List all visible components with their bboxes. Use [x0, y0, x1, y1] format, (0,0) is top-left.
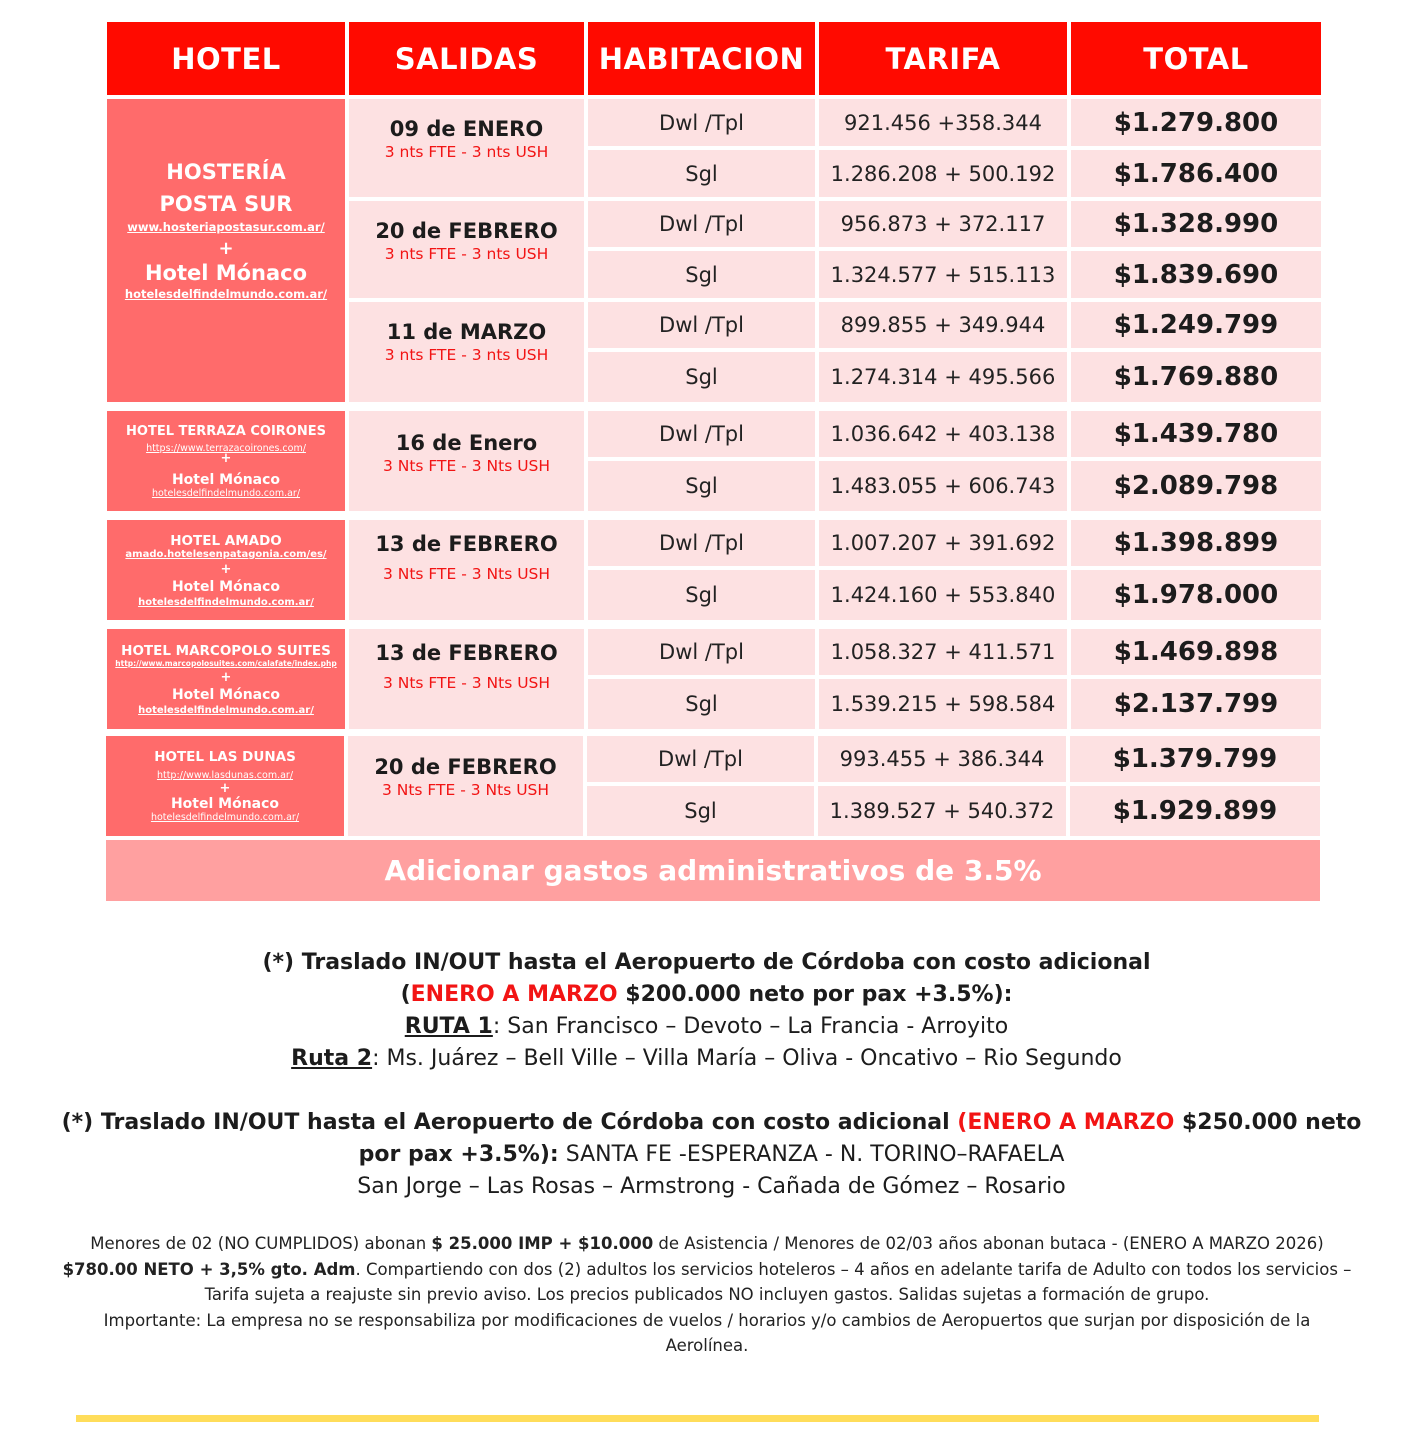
- transfer-price: $200.000 neto por pax +3.5%):: [617, 982, 1013, 1007]
- transfer-note-2: [60, 1107, 1363, 1203]
- room-type: Dwl /Tpl: [588, 629, 815, 675]
- rate: 1.274.314 + 495.566: [819, 352, 1067, 402]
- total-price: $2.137.799: [1071, 679, 1321, 729]
- rate: 1.007.207 + 391.692: [819, 520, 1067, 566]
- nights-detail: 3 nts FTE - 3 nts USH: [384, 346, 549, 364]
- season-label: ENERO A MARZO: [410, 982, 618, 1007]
- hotel-cell-terraza-coirones: [107, 411, 345, 511]
- plus-sign: +: [220, 450, 232, 466]
- text-segment: de Asistencia / Menores de 02/03 años abonan butaca - (ENERO A MARZO 2026): [653, 1234, 1324, 1253]
- rate: 1.324.577 + 515.113: [819, 251, 1067, 298]
- partner-hotel-link[interactable]: hotelesdelfindelmundo.com.ar/: [151, 487, 301, 499]
- admin-fee-banner: Adicionar gastos administrativos de 3.5%: [106, 840, 1320, 901]
- partner-hotel-name: Hotel Mónaco: [171, 686, 281, 703]
- header-total: TOTAL: [1071, 22, 1321, 95]
- hotel-cell-las-dunas: [106, 736, 344, 836]
- total-price: $1.769.880: [1071, 352, 1321, 402]
- departure-cell: [349, 99, 584, 197]
- nights-detail: 3 nts FTE - 3 nts USH: [384, 245, 549, 263]
- hotel-name: HOTEL MARCOPOLO SUITES: [121, 642, 331, 659]
- departure-cell: [349, 201, 584, 298]
- total-price: $2.089.798: [1071, 461, 1321, 511]
- hotel-link[interactable]: amado.hotelesenpatagonia.com/es/: [125, 548, 327, 560]
- departure-date: 20 de FEBRERO: [375, 219, 558, 243]
- price-open-paren: (: [400, 982, 411, 1007]
- hotel-cell-amado: [107, 520, 345, 620]
- hotel-name: HOTEL AMADO: [170, 532, 282, 549]
- departure-cell: [349, 629, 584, 729]
- minor-fee: $ 25.000 IMP + $10.000: [431, 1234, 654, 1253]
- rate: 1.424.160 + 553.840: [819, 570, 1067, 620]
- rate: 956.873 + 372.117: [819, 201, 1067, 247]
- hotel-cell-marcopolo-suites: [107, 629, 345, 729]
- partner-hotel-link[interactable]: hotelesdelfindelmundo.com.ar/: [124, 287, 328, 301]
- hotel-link[interactable]: http://www.marcopolosuites.com/calafate/index.php: [115, 658, 337, 668]
- partner-hotel-link[interactable]: hotelesdelfindelmundo.com.ar/: [138, 596, 314, 608]
- route-1-stops: : San Francisco – Devoto – La Francia - Arroyito: [492, 1014, 1009, 1039]
- room-type: Dwl /Tpl: [588, 201, 815, 247]
- total-price: $1.279.800: [1071, 99, 1321, 146]
- departure-cell: [348, 736, 583, 836]
- nights-detail: 3 nts FTE - 3 nts USH: [384, 143, 549, 161]
- departure-date: 13 de FEBRERO: [375, 641, 558, 665]
- header-salidas: SALIDAS: [349, 22, 584, 95]
- partner-hotel-name: Hotel Mónaco: [171, 578, 281, 595]
- rate: 1.483.055 + 606.743: [819, 461, 1067, 511]
- room-type: Sgl: [588, 461, 815, 511]
- rate: 1.539.215 + 598.584: [819, 679, 1067, 729]
- route-2-label: Ruta 2: [291, 1046, 373, 1071]
- room-type: Dwl /Tpl: [588, 520, 815, 566]
- text-segment: Menores de 02 (NO CUMPLIDOS) abonan: [90, 1234, 432, 1253]
- rate: 1.389.527 + 540.372: [818, 786, 1066, 836]
- total-price: $1.328.990: [1071, 201, 1321, 247]
- route-stops: SANTA FE -ESPERANZA - N. TORINO–RAFAELA: [558, 1142, 1065, 1167]
- hotel-name: HOTEL TERRAZA COIRONES: [126, 423, 326, 439]
- hotel-link[interactable]: https://www.terrazacoirones.com/: [146, 442, 306, 454]
- nights-detail: 3 Nts FTE - 3 Nts USH: [382, 674, 551, 692]
- transfer-note-1: [150, 947, 1263, 1075]
- total-price: $1.439.780: [1071, 411, 1321, 457]
- hotel-link[interactable]: www.hosteriapostasur.com.ar/: [127, 220, 325, 234]
- hotel-name: HOSTERÍA POSTA SUR: [159, 160, 293, 216]
- total-price: $1.839.690: [1071, 251, 1321, 298]
- minors-policy: [62, 1231, 1352, 1308]
- header-habitacion: HABITACION: [588, 22, 815, 95]
- total-price: $1.786.400: [1071, 150, 1321, 197]
- partner-hotel-name: Hotel Mónaco: [170, 796, 280, 812]
- room-type: Sgl: [588, 679, 815, 729]
- room-type: Dwl /Tpl: [588, 99, 815, 146]
- nights-detail: 3 Nts FTE - 3 Nts USH: [382, 565, 551, 583]
- departure-date: 13 de FEBRERO: [375, 532, 558, 556]
- transfer-title: (*) Traslado IN/OUT hasta el Aeropuerto de Córdoba con costo adicional: [61, 1110, 958, 1135]
- rate: 1.036.642 + 403.138: [819, 411, 1067, 457]
- hotel-link[interactable]: http://www.lasdunas.com.ar/: [156, 770, 294, 781]
- plus-sign: +: [220, 561, 232, 577]
- transfer-title: (*) Traslado IN/OUT hasta el Aeropuerto de Córdoba con costo adicional: [262, 950, 1151, 975]
- departure-cell: [349, 520, 584, 620]
- transfer-price: $250.000 neto: [1174, 1110, 1362, 1135]
- nights-detail: 3 Nts FTE - 3 Nts USH: [381, 781, 550, 799]
- total-price: $1.469.898: [1071, 629, 1321, 675]
- room-type: Sgl: [588, 251, 815, 298]
- rate: 921.456 +358.344: [819, 99, 1067, 146]
- partner-hotel-link[interactable]: hotelesdelfindelmundo.com.ar/: [138, 704, 314, 716]
- plus-sign: +: [219, 781, 231, 796]
- fine-print: [62, 1231, 1352, 1359]
- rate: 993.455 + 386.344: [818, 736, 1066, 782]
- yellow-divider: [76, 1415, 1319, 1422]
- partner-hotel-name: Hotel Mónaco: [144, 261, 308, 285]
- room-type: Dwl /Tpl: [588, 302, 815, 348]
- rate: 899.855 + 349.944: [819, 302, 1067, 348]
- total-price: $1.978.000: [1071, 570, 1321, 620]
- room-type: Sgl: [587, 786, 814, 836]
- departure-cell: [349, 302, 584, 402]
- season-label: (ENERO A MARZO: [957, 1110, 1175, 1135]
- departure-date: 16 de Enero: [395, 431, 538, 455]
- hotel-name: HOTEL LAS DUNAS: [154, 749, 296, 765]
- route-stops-2: San Jorge – Las Rosas – Armstrong - Cañada de Gómez – Rosario: [357, 1174, 1066, 1199]
- route-1-label: RUTA 1: [404, 1014, 493, 1039]
- plus-sign: +: [218, 238, 234, 259]
- partner-hotel-name: Hotel Mónaco: [171, 471, 281, 488]
- departure-date: 09 de ENERO: [389, 117, 544, 141]
- departure-date: 11 de MARZO: [386, 320, 547, 344]
- room-type: Sgl: [588, 150, 815, 197]
- plus-sign: +: [220, 669, 232, 685]
- room-type: Sgl: [588, 570, 815, 620]
- room-type: Sgl: [588, 352, 815, 402]
- nights-detail: 3 Nts FTE - 3 Nts USH: [382, 457, 551, 475]
- seat-fee: $780.00 NETO + 3,5% gto. Adm: [62, 1259, 356, 1279]
- header-tarifa: TARIFA: [819, 22, 1067, 95]
- partner-hotel-link[interactable]: hotelesdelfindelmundo.com.ar/: [150, 812, 300, 823]
- room-type: Dwl /Tpl: [587, 736, 814, 782]
- total-price: $1.249.799: [1071, 302, 1321, 348]
- transfer-price-cont: por pax +3.5%):: [358, 1142, 559, 1167]
- departure-date: 20 de FEBRERO: [374, 755, 557, 779]
- rate: 1.286.208 + 500.192: [819, 150, 1067, 197]
- departure-cell: [349, 411, 584, 511]
- route-2-stops: : Ms. Juárez – Bell Ville – Villa María – Oliva - Oncativo – Rio Segundo: [372, 1046, 1122, 1071]
- disclaimer: Importante: La empresa no se responsabiliza por modificaciones de vuelos / horarios y/o cambios de Aeropuertos que surjan por disposición de la Aerolínea.: [103, 1310, 1311, 1355]
- text-segment: . Compartiendo con dos (2) adultos los servicios hoteleros – 4 años en adelante tarifa de Adulto con todos los servicios – Tarifa sujeta a reajuste sin previo aviso. Los precios publicados NO incluyen gastos. Salidas sujetas a formación de grupo.: [204, 1259, 1352, 1304]
- total-price: $1.379.799: [1070, 736, 1320, 782]
- total-price: $1.929.899: [1070, 786, 1320, 836]
- total-price: $1.398.899: [1071, 520, 1321, 566]
- header-hotel: HOTEL: [107, 22, 345, 95]
- rate: 1.058.327 + 411.571: [819, 629, 1067, 675]
- room-type: Dwl /Tpl: [588, 411, 815, 457]
- hotel-cell-posta-sur: [107, 99, 345, 402]
